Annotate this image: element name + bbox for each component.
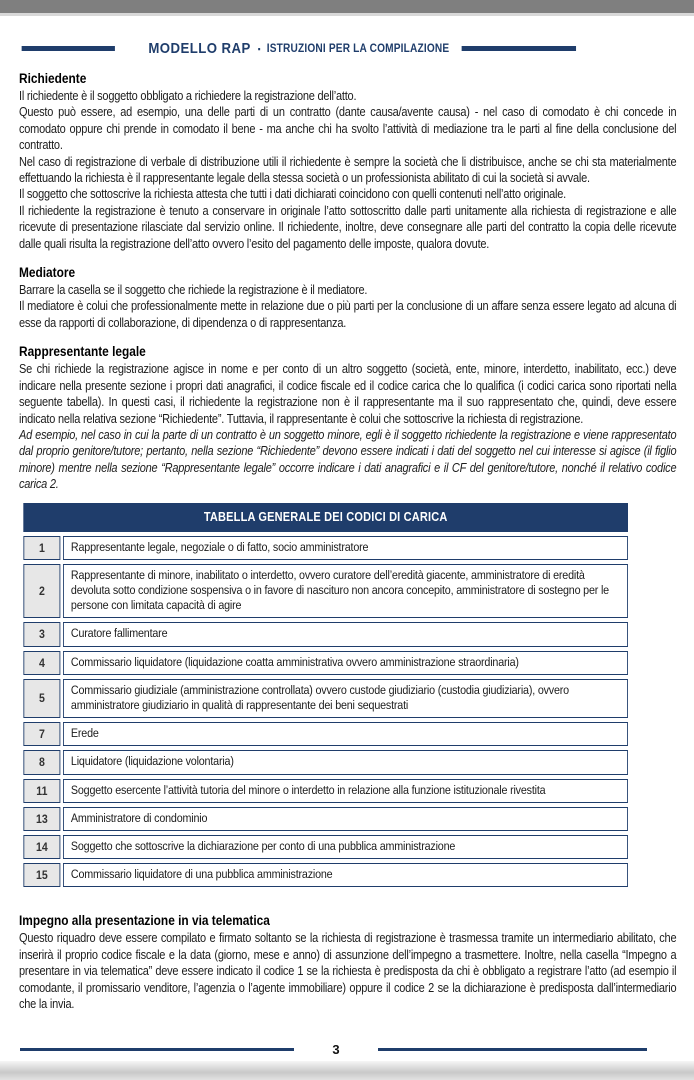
header-rule-right (462, 46, 576, 51)
paragraph: Il richiedente la registrazione è tenuto a conservare in originale l’atto sottoscritto dalle parti unitamente alla richiesta di registrazione e alle ricevute di presentazione rilasciate dal servizio online. Il richiedente, inoltre, deve consegnare alle parti del contratto la copia delle ricevute dalle quali risulta la registrazione dell’atto ovvero l’esito del pagamento delle imposte, qualora dovute. (19, 203, 677, 251)
code-cell: 2 (23, 564, 60, 619)
section-mediatore (19, 265, 676, 331)
table-row (23, 750, 628, 774)
paragraph: Il mediatore è colui che professionalmente mette in relazione due o più parti per la conclusione di un affare senza essere legato ad alcuna di esse da rapporti di collaborazione, di dipendenza o di rappresentanza. (19, 299, 677, 330)
header-title-group (148, 40, 449, 57)
table-title: TABELLA GENERALE DEI CODICI DI CARICA (23, 503, 628, 532)
example-paragraph-italic: Ad esempio, nel caso in cui la parte di un contratto è un soggetto minore, egli è il soggetto richiedente la registrazione e viene rappresentato dal proprio genitore/tutore; pertanto, nella sezione “Richiedente” devono essere indicati i dati del soggetto nel cui interesse si agisce (il figlio minore) mentre nella sezione “Rappresentante legale” occorre indicare i dati anagrafici e il CF del genitore/tutore, nonché il relativo codice carica 2. (19, 427, 677, 492)
footer-rule-right (378, 1048, 647, 1051)
paragraph: Nel caso di registrazione di verbale di distribuzione utili il richiedente è sempre la società che li distribuisce, anche se chi sta materialmente effettuando la richiesta è il rappresentante legale della stessa società o un professionista abilitato di cui la società si avvale. (19, 154, 677, 186)
document-header (22, 40, 576, 57)
table-row (23, 564, 628, 619)
page-content (19, 40, 676, 1012)
code-cell: 11 (23, 779, 60, 803)
table-row (23, 722, 628, 746)
page-subtitle: ISTRUZIONI PER LA COMPILAZIONE (266, 42, 450, 55)
section-heading: Impegno alla presentazione in via telematica (19, 913, 270, 929)
section-heading: Mediatore (19, 265, 76, 281)
description-cell: Soggetto che sottoscrive la dichiarazione per conto di una pubblica amministrazione (63, 835, 628, 859)
description-cell: Commissario liquidatore di una pubblica amministrazione (63, 863, 628, 887)
section-heading: Rappresentante legale (19, 344, 146, 360)
code-cell: 1 (23, 536, 60, 560)
paragraph: Se chi richiede la registrazione agisce in nome e per conto di un altro soggetto (società, ente, minore, interdetto, inabilitato, ecc.) deve indicare nella presente sezione i propri dati anagrafici, il codice fiscale ed il codice carica che lo qualifica (i codici carica sono riportati nella seguente tabella). In questi casi, il richiedente la registrazione non è il rappresentante ma il suo rappresentato che, quindi, deve essere indicato nella relativa sezione “Richiedente”. Tuttavia, il rappresentante è colui che sottoscrive la richiesta di registrazione. (19, 362, 677, 426)
description-cell: Soggetto esercente l’attività tutoria del minore o interdetto in relazione alla funzione istituzionale rivestita (63, 779, 628, 803)
table-row (23, 779, 628, 803)
code-cell: 4 (23, 651, 60, 675)
section-heading: Richiedente (19, 71, 87, 86)
header-rule-left (22, 46, 115, 51)
table-row (23, 807, 628, 831)
document-page (0, 16, 694, 1061)
description-cell: Curatore fallimentare (63, 622, 628, 646)
section-richiedente (19, 71, 676, 252)
code-cell: 14 (23, 835, 60, 859)
page-number: 3 (332, 1042, 340, 1057)
page-edge-shadow (0, 1061, 694, 1080)
table-row (23, 863, 628, 887)
paragraph: Il soggetto che sottoscrive la richiesta attesta che tutti i dati dichiarati coincidono con quelli contenuti nell’atto originale. (19, 187, 567, 202)
paragraph: Il richiedente è il soggetto obbligato a richiedere la registrazione dell’atto. (19, 89, 357, 103)
section-impegno-telematica (19, 913, 676, 1012)
description-cell: Commissario giudiziale (amministrazione controllata) ovvero custode giudiziario (custodia giudiziaria), ovvero amministratore giudiziario in qualità di rappresentante dei beni sequestrati (63, 679, 628, 718)
table-row (23, 622, 628, 646)
codici-carica-table (23, 503, 628, 888)
section-rappresentante-legale (19, 344, 676, 492)
table-row (23, 536, 628, 560)
code-cell: 8 (23, 750, 60, 774)
document-footer (20, 1042, 647, 1057)
description-cell: Rappresentante legale, negoziale o di fatto, socio amministratore (63, 536, 628, 560)
paragraph: Questo riquadro deve essere compilato e firmato soltanto se la richiesta di registrazione è trasmessa tramite un intermediario abilitato, che inserirà il proprio codice fiscale e la data (giorno, mese e anno) di assunzione dell’impegno a trasmettere. Inoltre, nella casella “Impegno a presentare in via telematica” deve essere indicato il codice 1 se la richiesta è predisposta da chi è obbligato a registrare l’atto (ad esempio il comodante, il promissario venditore, l’agenzia o l’agente immobiliare) oppure il codice 2 se la dichiarazione è predisposta dall’intermediario che la invia. (19, 931, 677, 1011)
page-title: MODELLO RAP (148, 40, 251, 57)
description-cell: Rappresentante di minore, inabilitato o interdetto, ovvero curatore dell’eredità giacente, amministratore di eredità devoluta sotto condizione sospensiva o in favore di nascituro non ancora concepito, amministratore di sostegno per le persone con limitata capacità di agire (63, 564, 628, 619)
description-cell: Liquidatore (liquidazione volontaria) (63, 750, 628, 774)
code-cell: 3 (23, 622, 60, 646)
description-cell: Erede (63, 722, 628, 746)
paragraph: Questo può essere, ad esempio, una delle parti di un contratto (dante causa/avente causa) - nel caso di comodato è chi concede in comodato oppure chi prende in comodato il bene - ma anche chi ha svolto l’attività di mediazione tra le parti al fine della conclusione del contratto. (19, 105, 677, 153)
square-bullet-icon: ▪ (257, 44, 261, 54)
description-cell: Amministratore di condominio (63, 807, 628, 831)
footer-rule-left (20, 1048, 294, 1051)
code-cell: 15 (23, 863, 60, 887)
table-row (23, 835, 628, 859)
viewer-background-top (0, 0, 694, 16)
description-cell: Commissario liquidatore (liquidazione coatta amministrativa ovvero amministrazione straordinaria) (63, 651, 628, 675)
table-row (23, 651, 628, 675)
code-cell: 7 (23, 722, 60, 746)
code-cell: 5 (23, 679, 60, 718)
table-row (23, 679, 628, 718)
paragraph: Barrare la casella se il soggetto che richiede la registrazione è il mediatore. (19, 283, 368, 298)
code-cell: 13 (23, 807, 60, 831)
